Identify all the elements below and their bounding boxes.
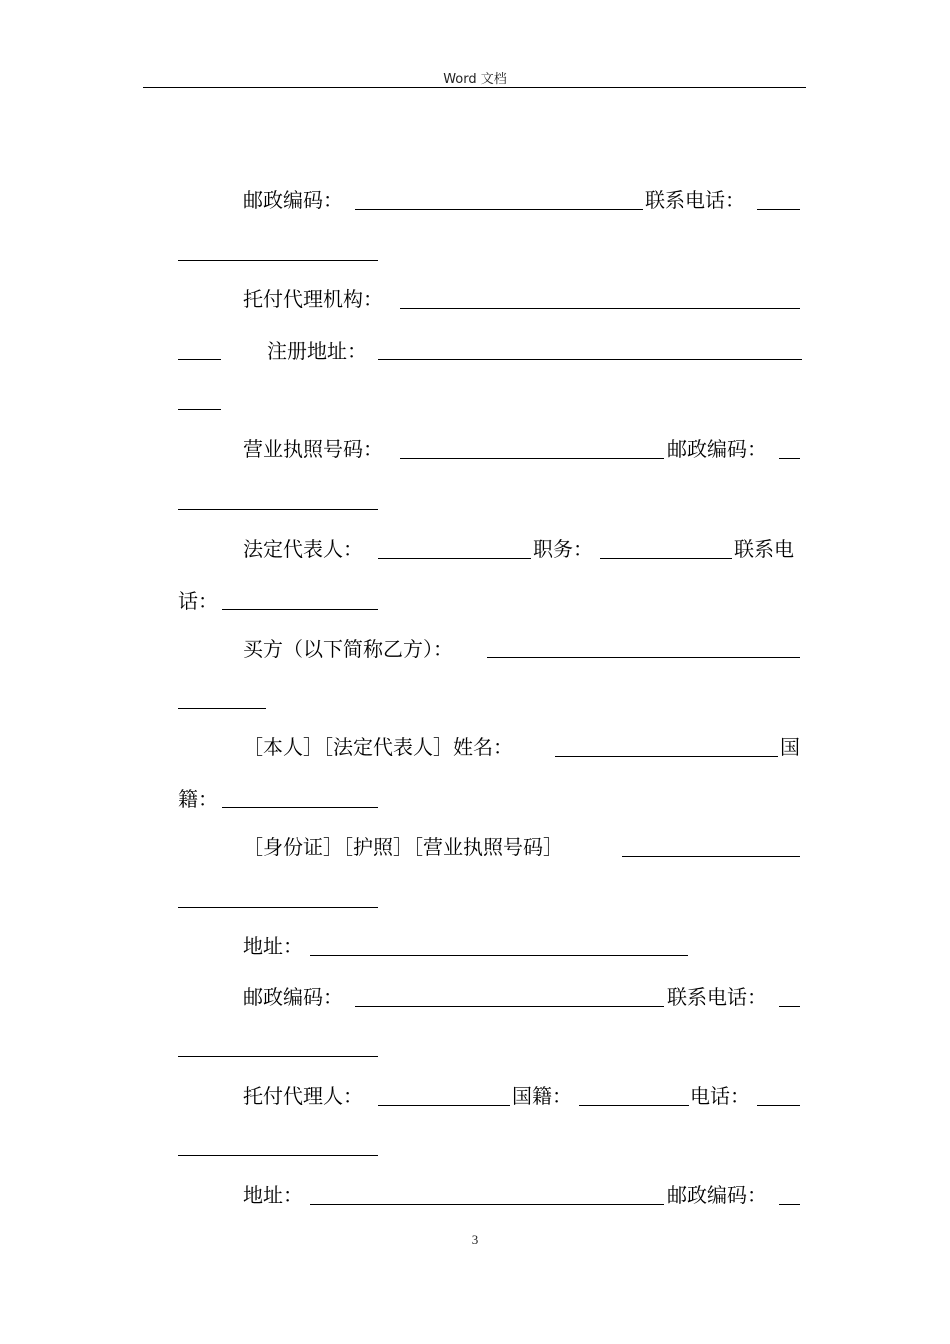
phone-label-part1: 联系电	[734, 537, 794, 561]
buyer-address-label: 地址：	[243, 934, 303, 958]
agent-address-blank[interactable]	[310, 1204, 664, 1205]
page-header: Word 文档	[443, 72, 507, 87]
phone-blank-continued[interactable]	[178, 260, 378, 261]
agent-blank[interactable]	[378, 1105, 510, 1106]
postal-code-blank[interactable]	[355, 209, 643, 210]
buyer-postal-code-label: 邮政编码：	[243, 985, 343, 1009]
postal-code-blank-2[interactable]	[779, 458, 800, 459]
nationality-part1: 国	[780, 735, 800, 759]
agent-phone-label: 电话：	[690, 1084, 750, 1108]
agent-label: 托付代理人：	[243, 1084, 363, 1108]
identity-label: ［本人］［法定代表人］姓名：	[243, 735, 513, 759]
position-label: 职务：	[533, 537, 593, 561]
agent-postal-code-label: 邮政编码：	[667, 1183, 767, 1207]
header-rule	[143, 87, 806, 88]
license-blank[interactable]	[400, 458, 664, 459]
buyer-phone-blank-continued[interactable]	[178, 1056, 378, 1057]
id-doc-blank[interactable]	[622, 856, 800, 857]
buyer-address-blank[interactable]	[310, 955, 688, 956]
agent-phone-blank-continued[interactable]	[178, 1155, 378, 1156]
postal-code-label-2: 邮政编码：	[667, 437, 767, 461]
postal-code-blank-2-continued[interactable]	[178, 509, 378, 510]
buyer-phone-blank[interactable]	[779, 1006, 800, 1007]
id-doc-label: ［身份证］［护照］［营业执照号码］	[243, 835, 563, 859]
buyer-phone-label: 联系电话：	[667, 985, 767, 1009]
legal-rep-blank[interactable]	[378, 558, 531, 559]
reg-address-blank[interactable]	[378, 359, 802, 360]
agent-org-label: 托付代理机构：	[243, 287, 383, 311]
id-doc-blank-continued[interactable]	[178, 907, 378, 908]
legal-rep-label: 法定代表人：	[243, 537, 363, 561]
phone-label: 联系电话：	[645, 188, 745, 212]
agent-postal-code-blank[interactable]	[779, 1204, 800, 1205]
agent-org-blank[interactable]	[400, 308, 800, 309]
phone-blank[interactable]	[757, 209, 800, 210]
agent-nationality-blank[interactable]	[579, 1105, 689, 1106]
buyer-postal-code-blank[interactable]	[355, 1006, 664, 1007]
nationality-blank[interactable]	[222, 807, 378, 808]
agent-nationality-label: 国籍：	[512, 1084, 572, 1108]
reg-address-label: 注册地址：	[267, 339, 367, 363]
legal-phone-blank[interactable]	[222, 609, 378, 610]
page-number: 3	[471, 1232, 479, 1247]
agent-org-blank-continued[interactable]	[178, 359, 221, 360]
position-blank[interactable]	[600, 558, 732, 559]
phone-label-part2: 话：	[178, 589, 218, 613]
postal-code-label: 邮政编码：	[243, 188, 343, 212]
buyer-blank[interactable]	[487, 657, 800, 658]
agent-phone-blank[interactable]	[757, 1105, 800, 1106]
reg-address-blank-continued[interactable]	[178, 409, 221, 410]
buyer-label: 买方（以下简称乙方）：	[243, 637, 453, 661]
nationality-part2: 籍：	[178, 787, 218, 811]
agent-address-label: 地址：	[243, 1183, 303, 1207]
buyer-blank-continued[interactable]	[178, 708, 266, 709]
name-blank[interactable]	[555, 756, 778, 757]
license-label: 营业执照号码：	[243, 437, 383, 461]
